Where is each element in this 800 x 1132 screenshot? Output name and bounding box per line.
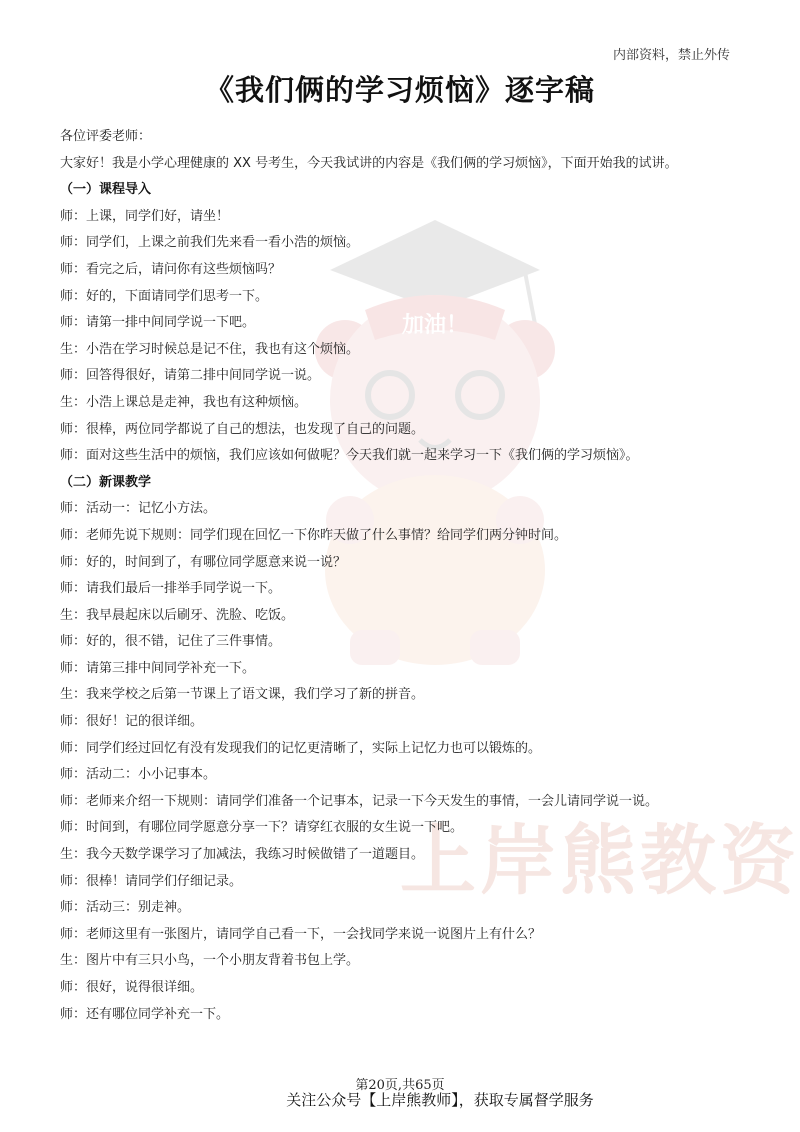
text-line: 师：时间到，有哪位同学愿意分享一下？请穿红衣服的女生说一下吧。	[60, 820, 464, 836]
text-line: 师：请第一排中间同学说一下吧。	[60, 315, 256, 331]
text-line: 师：好的，很不错，记住了三件事情。	[60, 634, 282, 650]
text-line: 各位评委老师：	[60, 129, 152, 144]
footer-note: 关注公众号【上岸熊教师】，获取专属督学服务	[286, 1091, 594, 1109]
text-line: 师：好的，下面请同学们思考一下。	[60, 288, 269, 304]
text-line: 师：很棒，两位同学都说了自己的想法，也发现了自己的问题。	[60, 421, 425, 437]
text-line: 师：活动二：小小记事本。	[60, 767, 217, 783]
text-line: 师：上课，同学们好，请坐！	[60, 208, 230, 224]
text-line: 师：老师这里有一张图片，请同学自己看一下，一会找同学来说一说图片上有什么？	[60, 926, 542, 942]
text-line: 师：还有哪位同学补充一下。	[60, 1006, 230, 1022]
section-heading: （二）新课教学	[60, 474, 152, 490]
brand-watermark-text: 上岸熊教资	[400, 816, 800, 905]
text-line: 师：活动三：别走神。	[60, 900, 191, 916]
text-line: 师：老师来介绍一下规则：请同学们准备一个记事本，记录一下今天发生的事情，一会儿请同学说一说。	[60, 793, 659, 809]
watermark-badge-text: 加油！	[401, 313, 469, 338]
text-line: 生：小浩在学习时候总是记不住，我也有这个烦恼。	[60, 341, 360, 357]
text-line: 师：面对这些生活中的烦恼，我们应该如何做呢？今天我们就一起来学习一下《我们俩的学习烦恼》。	[60, 448, 639, 464]
text-line: 师：好的，时间到了，有哪位同学愿意来说一说？	[60, 554, 347, 570]
text-line: 师：同学们经过回忆有没有发现我们的记忆更清晰了，实际上记忆力也可以锻炼的。	[60, 740, 542, 756]
confidential-notice: 内部资料，禁止外传	[612, 48, 730, 63]
document-title: 《我们俩的学习烦恼》逐字稿	[204, 73, 595, 107]
text-line: 师：老师先说下规则：同学们现在回忆一下你昨天做了什么事情？给同学们两分钟时间。	[60, 527, 568, 543]
text-line: 生：小浩上课总是走神，我也有这种烦恼。	[60, 394, 308, 410]
text-line: 生：我今天数学课学习了加减法，我练习时候做错了一道题目。	[60, 847, 425, 863]
text-line: 师：活动一：记忆小方法。	[60, 501, 217, 517]
text-line: 师：很好，说得很详细。	[60, 980, 204, 995]
text-line: 师：回答得很好，请第二排中间同学说一说。	[60, 368, 321, 384]
text-line: 师：请第三排中间同学补充一下。	[60, 660, 256, 676]
text-line: 师：看完之后，请问你有这些烦恼吗？	[60, 261, 282, 277]
text-line: 师：请我们最后一排举手同学说一下。	[60, 581, 282, 597]
text-line: 师：很好！记的很详细。	[60, 714, 204, 730]
text-line: 师：同学们，上课之前我们先来看一看小浩的烦恼。	[60, 235, 360, 251]
section-heading: （一）课程导入	[60, 182, 152, 198]
text-line: 生：我来学校之后第一节课上了语文课，我们学习了新的拼音。	[60, 687, 425, 703]
top-header-strip	[250, 6, 550, 20]
page-number: 第20页,共65页	[355, 1078, 445, 1093]
text-line: 生：图片中有三只小鸟，一个小朋友背着书包上学。	[60, 953, 360, 969]
text-line: 生：我早晨起床以后刷牙、洗脸、吃饭。	[60, 607, 295, 623]
document-body	[60, 124, 750, 1028]
text-line: 师：很棒！请同学们仔细记录。	[60, 873, 243, 889]
text-line: 大家好！我是小学心理健康的 XX 号考生，今天我试讲的内容是《我们俩的学习烦恼》，下面开始我的试讲。	[60, 155, 678, 171]
